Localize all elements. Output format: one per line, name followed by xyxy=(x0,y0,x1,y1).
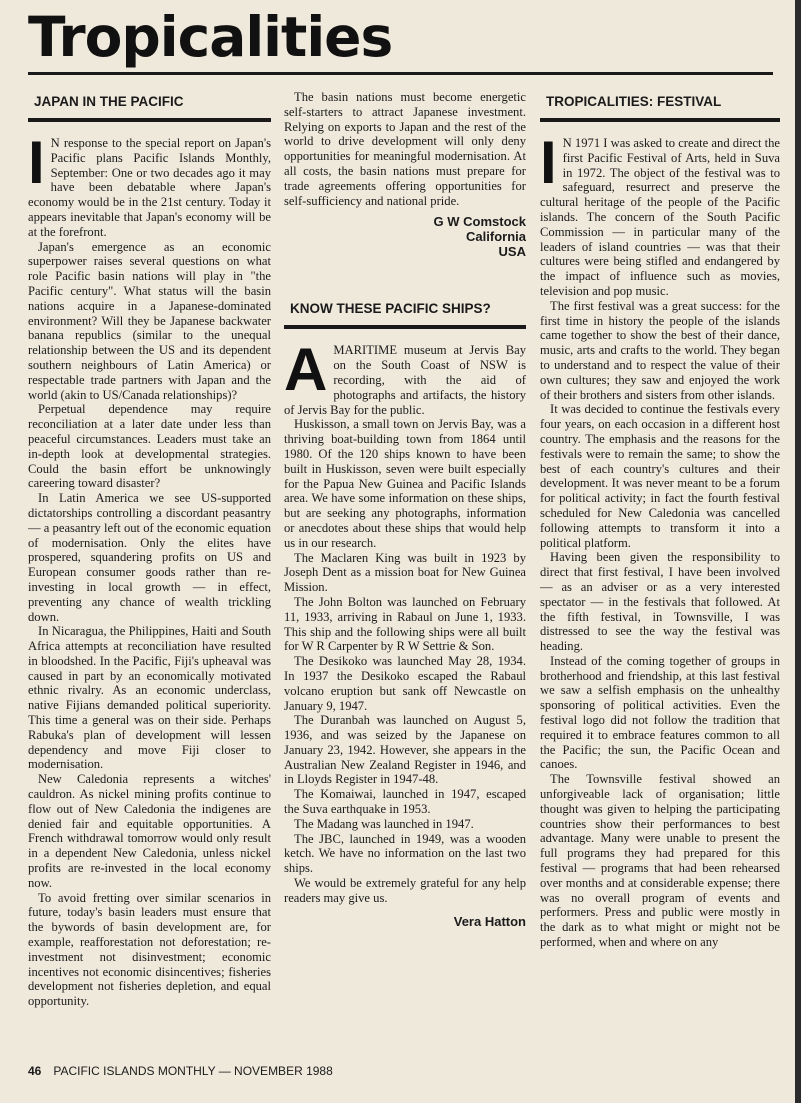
japan-signature xyxy=(284,214,526,259)
ships-paragraph: Huskisson, a small town on Jervis Bay, was a thriving boat-building town from 1864 until 1980. Of the 120 ships known to have been built in Huskisson, seven were built especially for the Papua New Guinea and Pacific Islands area. We have some information on these ships, but are seeking any photographs, information or anecdotes about these ships that would help us in our research. xyxy=(284,417,526,550)
masthead-rule xyxy=(28,72,773,75)
japan-heading-rule xyxy=(28,118,271,122)
column-1 xyxy=(28,90,271,1009)
column-3 xyxy=(540,90,780,950)
japan-paragraph: The basin nations must become energetic self-starters to attract Japanese investment. Relying on exports to Japan and the rest of the world to drive development will only deny opportunities for meaningful modernisation. At all costs, the basin nations must prepare for trade agreements offering opportunities for self-sufficiency and national pride. xyxy=(284,90,526,208)
festival-paragraph: The first festival was a great success: for the first time in history the people of the islands came together to show the best of their dance, music, arts and crafts to the world. They began to understand and to respect the value of their own cultures; they saw and enjoyed the work of their brothers and sisters from other islands. xyxy=(540,298,780,402)
japan-paragraph: In Latin America we see US-supported dictatorships controlling a discordant peasantry — a peasantry left out of the economic equation of modernisation. Only the elites have prospered, squandering profits on US and European consumer goods rather than re-investing in local growth — in effect, preventing any chance of wealth trickling down. xyxy=(28,491,271,624)
drop-cap: I xyxy=(540,129,557,196)
ships-paragraph: The Desikoko was launched May 28, 1934. In 1937 the Desikoko escaped the Rabaul volcano eruption but sank off Newcastle on January 9, 1947. xyxy=(284,654,526,713)
japan-paragraph: New Caledonia represents a witches' cauldron. As nickel mining profits continue to flow out of New Caledonia the indigenes are denied fair and equitable opportunities. A French withdrawal tomorrow would only result in a dependent New Caledonia, unless nickel profits are re-invested in the local economy now. xyxy=(28,772,271,890)
ships-paragraph: The JBC, launched in 1949, was a wooden ketch. We have no information on the last two ships. xyxy=(284,831,526,876)
japan-paragraph: Japan's emergence as an economic superpower raises several questions on what role Pacific basin nations will play in "the Pacific century". What status will the basin nations acquire in a Japanese-dominated environment? Will they be Japanese backwater banana republics (similar to the unequal relationship between the US and its dependent southern neighbours of Latin America) or respectable trade partners with Japan and the world (akin to US/Canada relationships)? xyxy=(28,239,271,402)
masthead-title: Tropicalities xyxy=(28,5,393,69)
signature-place: California xyxy=(466,229,526,245)
festival-paragraph: The Townsville festival showed an unforgiveable lack of organisation; little thought was given to helping the participating countries show their performances to best advantage. Many were unable to present the full programs they had prepared for this festival — programs that had been rehearsed over months and at considerable expense; there was no overall program of events and performers. Press and public were mostly in the dark as to what might or might not be performed, when and where on any xyxy=(540,772,780,950)
drop-cap: A xyxy=(284,336,328,404)
drop-cap: I xyxy=(28,129,45,196)
ships-heading: KNOW THESE PACIFIC SHIPS? xyxy=(290,301,491,317)
page-footer xyxy=(28,1064,333,1078)
japan-paragraph: I N response to the special report on Japan's Pacific plans Pacific Islands Monthly, September: One or two decades ago it may have been debatable where Japan's economy would be in the 21st century. Today it appears inevitable that Japan's economy will be at the forefront. xyxy=(28,129,271,239)
festival-heading-rule xyxy=(540,118,780,122)
ships-paragraph: We would be extremely grateful for any help readers may give us. xyxy=(284,876,526,905)
ships-heading-rule xyxy=(284,325,526,329)
ships-paragraph: AMARITIME museum at Jervis Bay on the South Coast of NSW is recording, with the aid of photographs and artifacts, the history of Jervis Bay for the public. xyxy=(284,336,526,417)
japan-heading: JAPAN IN THE PACIFIC xyxy=(34,94,184,109)
signature-name: G W Comstock xyxy=(433,214,526,230)
column-2 xyxy=(284,90,526,929)
festival-paragraph: Having been given the responsibility to direct that first festival, I have been involved — as an adviser or as a very interested spectator — in the festivals that followed. At the fifth festival, in Townsville, I was distressed to see the way the festival was heading. xyxy=(540,550,780,654)
festival-paragraph: It was decided to continue the festivals every four years, on each occasion in a different host country. The emphasis and the reasons for the festivals were to remain the same; to show the best of each country's cultures and their development. It was never meant to be a forum for political activity; in fact the fourth festival scheduled for New Caledonia was cancelled following attempts to transform it into a political platform. xyxy=(540,402,780,550)
japan-paragraph: To avoid fretting over similar scenarios in future, today's basin leaders must ensure that the bywords of basin development are, for example, reafforestation not deforestation; re-investment not disinvestment; economic incentives not economic disincentives; fisheries development not fisheries depletion, and equal opportunity. xyxy=(28,890,271,1009)
festival-heading: TROPICALITIES: FESTIVAL xyxy=(546,94,722,109)
ships-paragraph: The John Bolton was launched on February 11, 1933, arriving in Rabaul on June 1, 1933. This ship and the following ships were all built for W R Carpenter by R W Settrie & Son. xyxy=(284,594,526,654)
festival-paragraph: Instead of the coming together of groups in brotherhood and friendship, at this last festival we saw a selfish emphasis on the unhealthy sponsoring of political activities. Even the festival logo did not follow the tradition that required it to embrace features common to all the Pacific; the sun, the Pacific Ocean and canoes. xyxy=(540,653,780,772)
japan-paragraph: Perpetual dependence may require reconciliation at a later date under less than peaceful circumstances. Leaders must take an in-depth look at developmental strategies. Could the basin effort be unknowingly careering toward disaster? xyxy=(28,402,271,491)
japan-paragraph: In Nicaragua, the Philippines, Haiti and South Africa attempts at reconciliation have resulted in bloodshed. In the Pacific, Fiji's upheaval was caused in part by an economically motivated ethnic rivalry. As an economic underclass, native Fijians demanded political superiority. This time a general was on their side. Perhaps Rabuka's plan of development will lessen dependency and move Fiji closer to modernisation. xyxy=(28,624,271,772)
signature-country: USA xyxy=(498,244,526,260)
page-number: 46 xyxy=(28,1064,42,1078)
ships-signature: Vera Hatton xyxy=(453,913,526,929)
ships-paragraph: The Maclaren King was built in 1923 by Joseph Dent as a mission boat for New Guinea Mission. xyxy=(284,550,526,595)
scan-edge xyxy=(795,0,801,1103)
festival-paragraph: I N 1971 I was asked to create and direct the first Pacific Festival of Arts, held in Suva in 1972. The object of the festival was to safeguard, resurrect and preserve the cultural heritage of the people of the Pacific islands. The concern of the South Pacific Commission — in particular many of the leaders of island countries — was that their cultures were being stifled and endangered by the impact of influence such as movies, television and pop music. xyxy=(540,129,780,298)
ships-paragraph: The Komaiwai, launched in 1947, escaped the Suva earthquake in 1953. xyxy=(284,787,526,817)
ships-paragraph: The Duranbah was launched on August 5, 1936, and was seized by the Japanese on January 23, 1942. However, she appears in the Australian New Zealand Register in 1946, and in Lloyds Register in 1947-48. xyxy=(284,713,526,787)
ships-paragraph: The Madang was launched in 1947. xyxy=(294,816,474,831)
footer-text: PACIFIC ISLANDS MONTHLY — NOVEMBER 1988 xyxy=(53,1064,333,1078)
